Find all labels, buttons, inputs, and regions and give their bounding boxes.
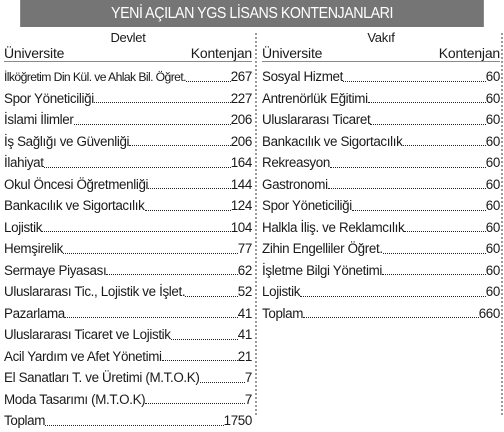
table-row — [262, 152, 500, 174]
table-row — [262, 66, 500, 88]
program-name: Spor Yöneticiliği — [262, 198, 352, 213]
quota-value: 227 — [230, 90, 252, 106]
dot-leader — [186, 81, 231, 82]
page-title: YENİ AÇILAN YGS LİSANS KONTENJANLARI — [111, 4, 393, 22]
vakif-list — [262, 66, 500, 324]
table-row — [262, 131, 500, 153]
program-name: Spor Yöneticiliği — [4, 90, 94, 106]
quota-value: 7 — [244, 391, 252, 407]
table-row — [4, 109, 252, 131]
quota-value: 660 — [478, 305, 500, 321]
program-name: Uluslararası Tic., Lojistik ve İşlet. — [4, 284, 186, 299]
dot-leader — [382, 274, 486, 275]
dot-leader — [330, 167, 486, 168]
table-row — [4, 324, 252, 346]
devlet-list — [4, 66, 252, 432]
quota-value: 62 — [237, 262, 252, 278]
table-row — [262, 109, 500, 131]
quota-value: 267 — [230, 69, 252, 84]
quota-value: 60 — [485, 176, 500, 192]
program-name: Halkla İliş. ve Reklamcılık — [262, 219, 405, 235]
program-name: Lojistik — [262, 284, 301, 299]
dot-leader — [94, 102, 231, 103]
quota-value: 60 — [485, 198, 500, 213]
devlet-header-university: Üniversite — [4, 45, 65, 61]
dot-leader — [145, 403, 245, 404]
program-name: Bankacılık ve Sigortacılık — [4, 198, 145, 213]
program-name: Moda Tasarımı (M.T.O.K) — [4, 391, 146, 407]
dot-leader — [185, 296, 238, 297]
dot-leader — [404, 231, 485, 232]
quota-value: 60 — [485, 241, 500, 256]
table-row — [262, 281, 500, 303]
table-row — [4, 217, 252, 239]
page-title-banner — [20, 0, 484, 27]
dot-leader — [352, 210, 486, 211]
dot-leader — [162, 360, 238, 361]
dot-leader — [200, 382, 245, 383]
table-row — [4, 303, 252, 325]
dot-leader — [368, 102, 486, 103]
program-name: Uluslararası Ticaret ve Lojistik — [4, 327, 171, 342]
table-row — [4, 238, 252, 260]
quota-value: 60 — [485, 133, 500, 149]
program-name: Toplam — [4, 413, 46, 428]
dot-leader — [300, 296, 486, 297]
table-row — [262, 88, 500, 110]
dot-leader — [171, 339, 238, 340]
quota-value: 60 — [485, 90, 500, 106]
vakif-column — [262, 30, 500, 415]
quota-value: 164 — [230, 155, 252, 170]
quota-value: 41 — [237, 327, 252, 342]
total-row — [4, 410, 252, 432]
dot-leader — [129, 145, 231, 146]
dot-leader — [106, 274, 237, 275]
quota-value: 60 — [485, 155, 500, 170]
quota-value: 124 — [230, 198, 252, 213]
program-name: Antrenörlük Eğitimi — [262, 90, 368, 106]
quota-value: 206 — [230, 112, 252, 127]
quota-value: 60 — [485, 284, 500, 299]
program-name: Uluslararası Ticaret — [262, 112, 371, 127]
program-name: Sermaye Piyasası — [4, 262, 107, 278]
program-name: Rekreasyon — [262, 155, 330, 170]
quota-value: 104 — [230, 219, 252, 235]
quota-value: 206 — [230, 133, 252, 149]
table-row — [4, 152, 252, 174]
program-name: Toplam — [262, 305, 304, 321]
dot-leader — [148, 188, 231, 189]
quota-value: 60 — [485, 69, 500, 84]
table-row — [262, 238, 500, 260]
table-row — [4, 88, 252, 110]
dot-leader — [383, 253, 486, 254]
table-row — [4, 174, 252, 196]
table-row — [4, 195, 252, 217]
program-name: İlahiyat — [4, 155, 44, 170]
quota-value: 52 — [237, 284, 252, 299]
program-name: İşletme Bilgi Yönetimi — [262, 262, 383, 278]
dot-leader — [328, 188, 486, 189]
quota-value: 144 — [230, 176, 252, 192]
dot-leader — [145, 210, 231, 211]
dot-leader — [42, 231, 231, 232]
devlet-header — [4, 45, 252, 62]
program-name: Zihin Engelliler Öğret. — [262, 241, 383, 256]
table-row — [4, 281, 252, 303]
dot-leader — [403, 145, 486, 146]
column-divider — [255, 33, 257, 415]
table-row — [262, 195, 500, 217]
dot-leader — [45, 425, 224, 426]
table-row — [262, 260, 500, 282]
dot-leader — [74, 124, 231, 125]
dot-leader — [343, 81, 486, 82]
table-row — [4, 346, 252, 368]
program-name: İş Sağlığı ve Güvenliği — [4, 133, 130, 149]
program-name: Hemşirelik — [4, 241, 63, 256]
devlet-header-quota: Kontenjan — [190, 45, 252, 61]
program-name: İlköğretim Din Kül. ve Ahlak Bil. Öğret. — [4, 70, 186, 84]
dot-leader — [44, 167, 231, 168]
quota-value: 77 — [237, 241, 252, 256]
quota-value: 7 — [244, 370, 252, 385]
program-name: İslami İlimler — [4, 112, 74, 127]
table-row — [4, 367, 252, 389]
table-row — [262, 174, 500, 196]
dot-leader — [65, 317, 238, 318]
vakif-header-university: Üniversite — [262, 45, 323, 61]
quota-value: 21 — [237, 348, 252, 364]
table-row — [4, 260, 252, 282]
program-name: Okul Öncesi Öğretmenliği — [4, 176, 149, 192]
program-name: Sosyal Hizmet — [262, 69, 344, 84]
table-row — [4, 131, 252, 153]
program-name: El Sanatları T. ve Üretimi (M.T.O.K) — [4, 370, 200, 385]
devlet-title: Devlet — [110, 30, 146, 45]
table-row — [4, 389, 252, 411]
total-row — [262, 303, 500, 325]
program-name: Gastronomi — [262, 176, 328, 192]
quota-value: 41 — [237, 305, 252, 321]
right-edge-divider — [501, 33, 503, 415]
vakif-header-quota: Kontenjan — [438, 45, 500, 61]
quota-value: 60 — [485, 219, 500, 235]
quota-value: 60 — [485, 262, 500, 278]
devlet-column — [4, 30, 252, 428]
vakif-header — [262, 45, 500, 62]
table-row — [4, 66, 252, 88]
quota-value: 1750 — [223, 413, 252, 428]
quota-value: 60 — [485, 112, 500, 127]
program-name: Acil Yardım ve Afet Yönetimi — [4, 348, 162, 364]
program-name: Bankacılık ve Sigortacılık — [262, 133, 403, 149]
dot-leader — [63, 253, 238, 254]
vakif-title: Vakıf — [367, 30, 395, 45]
program-name: Pazarlama — [4, 305, 65, 321]
dot-leader — [303, 317, 479, 318]
table-row — [262, 217, 500, 239]
dot-leader — [370, 124, 485, 125]
program-name: Lojistik — [4, 219, 43, 235]
